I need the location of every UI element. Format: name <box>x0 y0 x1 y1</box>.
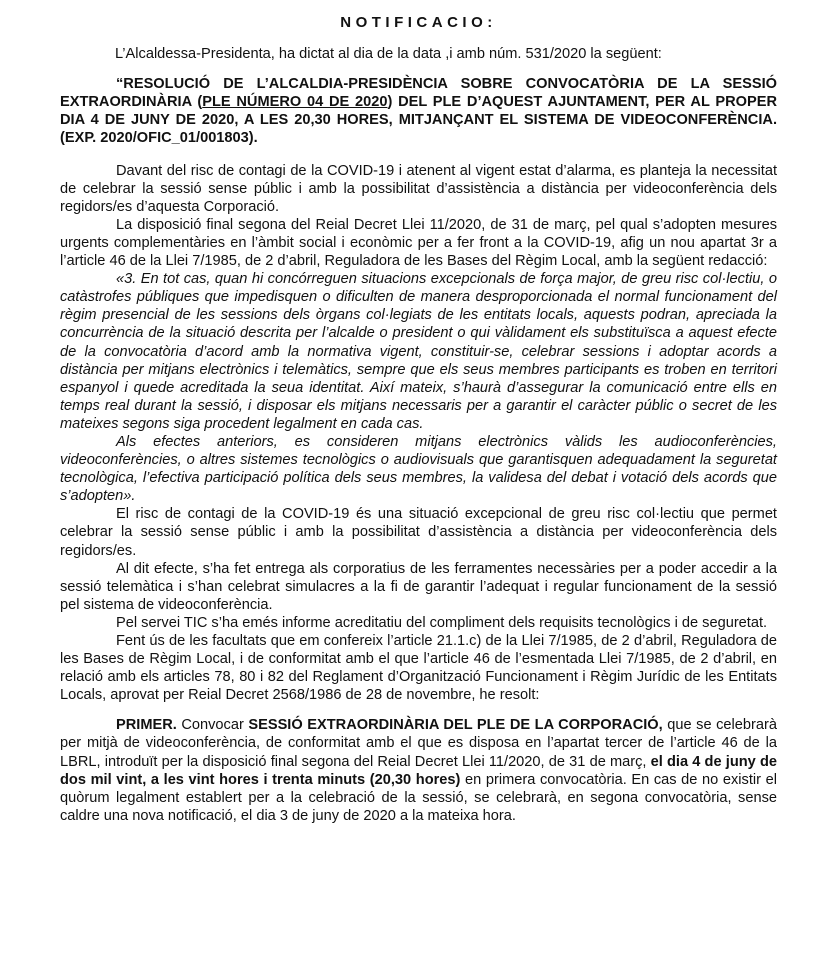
paragraph-faculties: Fent ús de les facultats que em confereix l’article 21.1.c) de la Llei 7/1985, de 2 d’abril, Reguladora de les Bases de Règim Local, i de conformitat amb el que l’article 46 de l’esmentada Llei 7/1985, de 2 d’abril, en relació amb els articles 78, 80 i 82 del Reglament d’Organització Funcionament i Règim Jurídic de les Entitats Locals, aprovat per Reial Decret 2568/1986 de 28 de novembre, he resolt: <box>60 633 777 704</box>
intro-line: L’Alcaldessa-Presidenta, ha dictat al dia de la data ,i amb núm. 531/2020 la següent: <box>115 46 662 63</box>
paragraph-tools-delivered: Al dit efecte, s’ha fet entrega als corporatius de les ferramentes necessàries per a poder accedir a la sessió telemàtica i s’han celebrat simulacres a la fi de garantir l’adequat i regular funcionament de la sessió pel sistema de videoconferència. <box>60 560 777 613</box>
paragraph-covid-risk: Davant del risc de contagi de la COVID-19 i atenent al vigent estat d’alarma, es planteja la necessitat de celebrar la sessió sense públic i amb la possibilitat d’assistència a distància per videoconferència dels regidors/es d’aquesta Corporació. <box>60 162 777 215</box>
primer-text-3: en primera convocatòria. En cas de no existir el quòrum legalment establert per a la celebració de la sessió, se celebrarà, en segona convocatòria, sense caldre una nova notificació, el dia 3 de juny de 2020 a la mateixa hora. <box>60 771 777 824</box>
resolution-part1: “RESOLUCIÓ DE L’ALCALDIA-PRESIDÈNCIA SOBRE CONVOCATÒRIA DE LA SESSIÓ EXTRAORDINÀRIA ( <box>60 76 777 111</box>
quoted-article-paragraph-2: Als efectes anteriors, es consideren mitjans electrònics vàlids les audioconferències, videoconferències, o altres sistemes tecnològics o audiovisuals que garantisquen adequadament la seguretat tecnològica, l’efectiva participació política dels seus membres, la validesa del debat i votació dels acords que s’adopten». <box>60 433 777 505</box>
primer-text-2: que se celebrarà per mitjà de videoconferència, de conformitat amb el que es disposa en l’apartat tercer de l’article 46 de la LBRL, introduït per la disposició final segona del Reial Decret Llei 11/2020, de 31 de març, <box>60 717 777 770</box>
document-title: NOTIFICACIO: <box>340 14 497 31</box>
paragraph-final-provision: La disposició final segona del Reial Decret Llei 11/2020, de 31 de març, pel qual s’adopten mesures urgents complementàries en l’àmbit social i econòmic per a fer front a la COVID-19, afig un nou apartat 3r a l’article 46 de la Llei 7/1985, de 2 d’abril, Reguladora de les Bases del Règim Local, amb la següent redacció: <box>60 216 777 270</box>
primer-bold-date: el dia 4 de juny de dos mil vint, a les vint hores i trenta minuts (20,30 hores) <box>60 753 777 788</box>
primer-text-1: Convocar <box>176 717 249 734</box>
paragraph-primer <box>60 716 777 825</box>
resolution-heading <box>60 75 777 147</box>
quoted-article-paragraph-1: «3. En tot cas, quan hi concórreguen situacions excepcionals de força major, de greu risc col·lectiu, o catàstrofes públiques que impedisquen o dificulten de manera desproporcionada el normal funcionament del règim presencial de les sessions dels òrgans col·legiats de les entitats locals, aquests podran, apreciada la concurrència de la situació descrita per l’alcalde o president o qui vàlidament els substituïsca a aquest efecte de la convocatòria d’acord amb la normativa vigent, constituir-se, celebrar sessions i adoptar acords a distància per mitjans electrònics i telemàtics, sempre que els seus membres participants es troben en territori espanyol i quede acreditada la seua identitat. Així mateix, s’haurà d’assegurar la comunicació entre ells en temps real durant la sessió, i disposar els mitjans necessaris per a garantir el caràcter públic o secret de les mateixes segons siga procedent legalment en cada cas. <box>60 271 777 432</box>
resolution-part2: ) DEL PLE D’AQUEST AJUNTAMENT, PER AL PROPER DIA 4 DE JUNY DE 2020, A LES 20,30 HORES, MITJANÇANT EL SISTEMA DE VIDEOCONFERÈNCIA. (EXP. 2020/OFIC_01/001803). <box>60 94 777 147</box>
primer-label: PRIMER. <box>116 717 177 734</box>
paragraph-tic-report: Pel servei TIC s’ha emés informe acreditatiu del compliment dels requisits tecnològics i de seguretat. <box>116 614 768 631</box>
primer-bold-session: SESSIÓ EXTRAORDINÀRIA DEL PLE DE LA CORPORACIÓ, <box>248 717 663 734</box>
paragraph-exceptional-situation: El risc de contagi de la COVID-19 és una situació excepcional de greu risc col·lectiu que permet celebrar la sessió sense públic i amb la possibilitat d’assistència a distància per videoconferència dels regidors/es. <box>60 506 777 559</box>
resolution-plenary-number: PLE NÚMERO 04 DE 2020 <box>202 94 388 111</box>
